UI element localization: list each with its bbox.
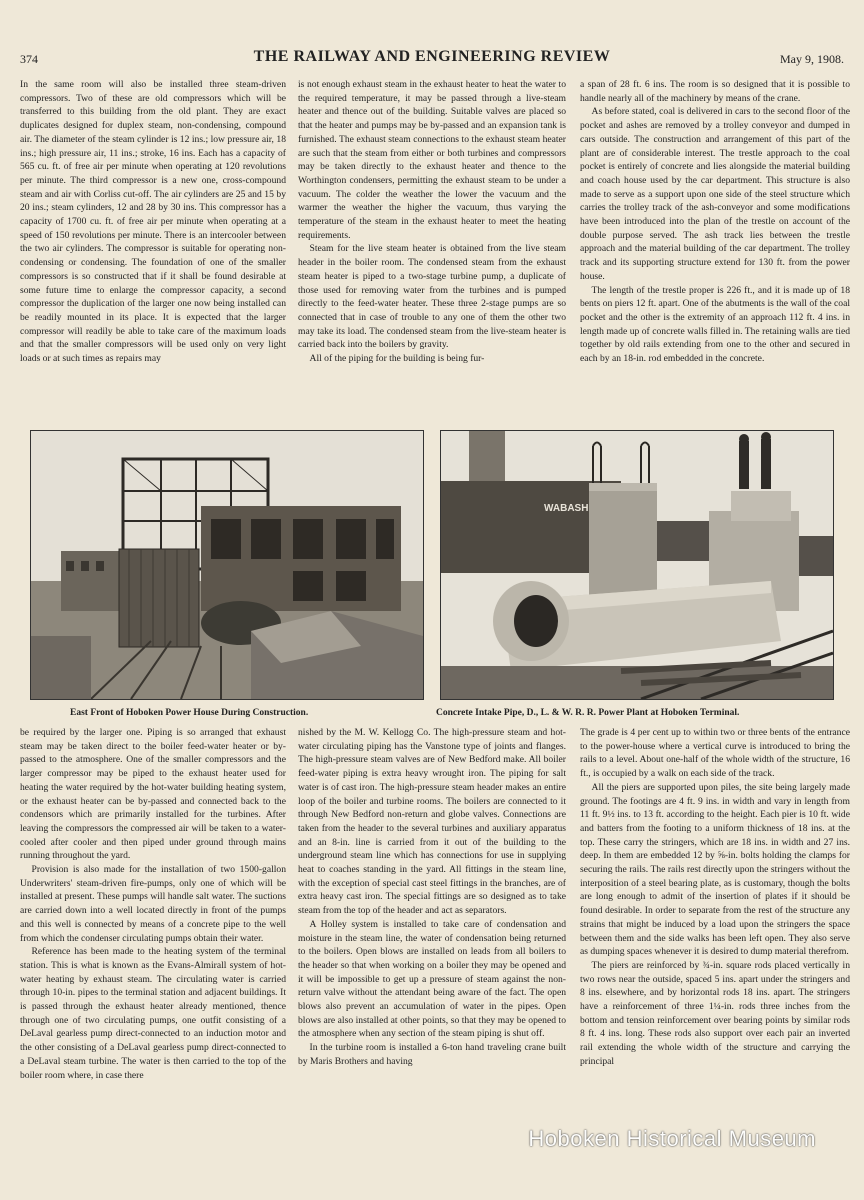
journal-title: THE RAILWAY AND ENGINEERING REVIEW xyxy=(253,48,611,65)
paragraph: The grade is 4 per cent up to within two or three bents of the entrance to the power-house where a vertical curve is introduced to bring the rails to a level. About one-half of the whole width of the structure, 16 ft., is occupied by a walk on each side of the track. xyxy=(580,727,850,780)
intake-pipe-photo xyxy=(440,430,834,700)
top-column-2 xyxy=(298,78,566,410)
paragraph: In the turbine room is installed a 6-ton hand traveling crane built by Maris Brothers and having xyxy=(298,1042,566,1067)
power-house-photo xyxy=(30,430,424,700)
paragraph: a span of 28 ft. 6 ins. The room is so designed that it is possible to handle nearly all of the machinery by means of the crane. xyxy=(580,79,850,104)
paragraph: be required by the larger one. Piping is so arranged that exhaust steam may be taken direct to the boiler feed-water heater or by-passed to the atmosphere. One of the smaller compressors and the larger compressor may be piped to the exhaust heater used for heating the water required by the hot-water building heating system, or the exhaust heater can be by-passed and connected back to the condensors which are primarily installed for the turbines. After leaving the compressors the compressed air will be taken to a water-cooled after cooler and then piped under ground through mains running throughout the yard. xyxy=(20,727,286,862)
paragraph: A Holley system is installed to take care of condensation and moisture in the steam line, the water of condensation being returned to the boilers. Open blows are installed on leads from all boilers to the header so that when working on a boiler they may be opened and it will be impossible to get up a pressure of steam against the non-return valve without the attendant being aware of the fact. The open blows also prevent an accumulation of water in the pipes. Open blows are also installed at other points, so that they may be opened to the atmosphere when any section of the steam piping is shut off. xyxy=(298,918,566,1040)
bottom-column-1 xyxy=(20,726,286,1172)
paragraph: All the piers are supported upon piles, the site being largely made ground. The footings are 4 ft. 9 ins. in width and vary in length from 11 ft. 9½ ins. to 13 ft. according to the height. Each pier is 10 ft. wide and batters from the footing to a uniform thickness of 18 ins. at the top. These carry the stringers, which are 18 ins. in width and 27 ins. deep. In them are embedded 12 by ⅝-in. bolts holding the clamps for securing the rails. The rails rest directly upon the stringers without the interposition of a steel bearing plate, as is customary, though the bolts are long enough to admit of the insertion of plates if it should be found desirable. In order to separate from the rest of the structure any strains that might be induced by a load upon the stringers the space between them and the side walks has been left open. They also serve as dumping spaces whenever it is desired to dump material therefrom. xyxy=(580,781,850,958)
wabash-car-label: WABASH xyxy=(544,503,589,514)
issue-date: May 9, 1908. xyxy=(780,52,844,66)
paragraph: All of the piping for the building is being fur- xyxy=(309,353,485,365)
paragraph: is not enough exhaust steam in the exhaust heater to heat the water to the required temperature, it may be passed through a live-steam heater and thence out of the building. Suitable valves are placed so that the heater and pumps may be by-passed and an expansion tank is furnished. The exhaust steam connections to the exhaust steam heater are such that the steam from either or both turbines and compressors may be taken directly to the exhaust heater and thence to the Worthington condensers, permitting the exhaust steam to be under a vacuum. The colder the weather the lower the vacuum and the warmer the weather the higher the vacuum, thus varying the temperature of the steam in the exhaust heater to meet the heating requirements. xyxy=(298,79,566,241)
paragraph: As before stated, coal is delivered in cars to the second floor of the pocket and ashes are removed by a trolley conveyor and dumped in cars outside. The construction and arrangement of this part of the plant are of considerable interest. The trestle approach to the coal pocket is entirely of concrete and lies alongside the material building and coach house used by the car department. This structure is also made to serve as a support upon one side of the steel structure which carries the trolley track of the ash-conveyor and some modifications have been introduced into the plan of the trestle on account of the double purpose served. The ash track lies between the trestle approach and the material building of the car department. The trolley track and its supporting structure extend for 130 ft. from the power house. xyxy=(580,106,850,282)
paragraph: The piers are reinforced by ¾-in. square rods placed vertically in two rows near the outside, spaced 5 ins. apart under the stringers and 8 ins. elsewhere, and by horizontal rods 18 ins. apart. The stringers have a reinforcement of three 1¼-in. rods three inches from the bottom and tension reinforcement over bearing points by similar rods 8 ft. 4 ins. long. These rods also support over each pair an inverted rail extending the whole width of the structure and carrying the principal xyxy=(580,959,850,1067)
paragraph: Provision is also made for the installation of two 1500-gallon Underwriters' steam-driven fire-pumps, only one of which will be installed at present. These pumps will handle salt water. The suctions are carried down into a well located directly in front of the pumps and this well is connected by means of a concrete pipe to the well from which the condenser circulating pumps obtain their water. xyxy=(20,864,286,944)
intake-pipe-illustration xyxy=(441,431,833,699)
paragraph: nished by the M. W. Kellogg Co. The high-pressure steam and hot-water circulating piping has the Vanstone type of joints and flanges. The high-pressure steam valves are of New Bedford make. All boiler feed-water piping is extra heavy wrought iron. The piping for salt water is of cast iron. The high-pressure steam header makes an entire loop of the boiler and turbine rooms. The boilers are connected to it through New Bedford non-return and globe valves. Connections are taken from the header to the several turbines and auxiliary apparatus and an 8-in. line is carried from it out of the building to the underground steam line which has connections for use in supplying heat to coaches standing in the yard. All fittings in the steam line, with the exception of special cast steel fittings in the branches, are of extra heavy cast iron. The special fittings are so designed as to take steam from the top of the header and act as separators. xyxy=(298,727,566,917)
paragraph: The length of the trestle proper is 226 ft., and it is made up of 18 bents on piers 12 ft. apart. One of the abutments is the wall of the coal pocket and the other is the extremity of an approach 112 ft. 4 ins. in length made up of concrete walls filled in. The retaining walls are tied together by old rails extending from one to the other and secured in each by an 18-in. rod embedded in the concrete. xyxy=(580,284,850,365)
page-number: 374 xyxy=(20,52,38,66)
paragraph: In the same room will also be installed three steam-driven compressors. Two of these are old compressors which will be transferred to this building from the old plant. They are exact duplicates designed for duplex steam, non-condensing, compound air. The diameter of the steam cylinder is 12 ins.; low pressure air, 18 ins.; high pressure air, 11 ins.; stroke, 16 ins. Each has a capacity of 565 cu. ft. of free air per minute when operating at 120 revolutions per minute. The third compressor is a new one, cross-compound steam and air with Corliss cut-off. The air cylinders are 25 and 15 by 20 ins.; steam cylinders, 12 and 28 by 30 ins. This compressor has a capacity of 1700 cu. ft. of free air per minute when operating at a speed of 150 revolutions per minute. There is an intercooler between the two air cylinders. The compressor is suitable for operating non-condensing or condensing. The foundation of one of the smaller compressors is so constructed that if it shall be found desirable at some future time to enlarge the compressor capacity, a second compressor the duplication of the larger one now being installed can be readily mounted in its place. It is expected that the larger compressor will readily be able to take care of the maximum loads and that the smaller compressors will be used only on very light loads or at such times as repairs may xyxy=(20,79,286,365)
top-column-1 xyxy=(20,78,286,410)
paragraph: Reference has been made to the heating system of the terminal station. This is what is known as the Evans-Almirall system of hot-water heating by exhaust steam. The circulating water is carried through 10-in. pipes to the terminal station and adjacent buildings. It is passed through the exhaust heater already mentioned, thence through one of two circulating pumps, one outfit consisting of a DeLaval gearless pump direct-connected to an induction motor and the other consisting of a DeLaval gearless pump direct-connected to a DeLaval steam turbine. The water is then carried to the top of the boiler room where, in case there xyxy=(20,946,286,1081)
figure-caption-right: Concrete Intake Pipe, D., L. & W. R. R. Power Plant at Hoboken Terminal. xyxy=(436,708,740,718)
top-column-3 xyxy=(580,78,850,410)
bottom-column-3 xyxy=(580,726,850,1172)
bottom-column-2 xyxy=(298,726,566,1172)
power-house-illustration xyxy=(31,431,423,699)
paragraph: Steam for the live steam heater is obtained from the live steam header in the boiler room. The condensed steam from the exhaust steam heater is piped to a two-stage turbine pump, a duplicate of those used for removing water from the turbines and is pumped directly to the feed-water heater. These three 2-stage pumps are so connected that in case of trouble to any one of them the other two may take its load. The condensed steam from the live-steam heater is carried back into the boilers by gravity. xyxy=(298,243,566,351)
museum-watermark: Hoboken Historical Museum xyxy=(528,1126,816,1151)
figure-caption-left: East Front of Hoboken Power House During Construction. xyxy=(70,708,309,718)
